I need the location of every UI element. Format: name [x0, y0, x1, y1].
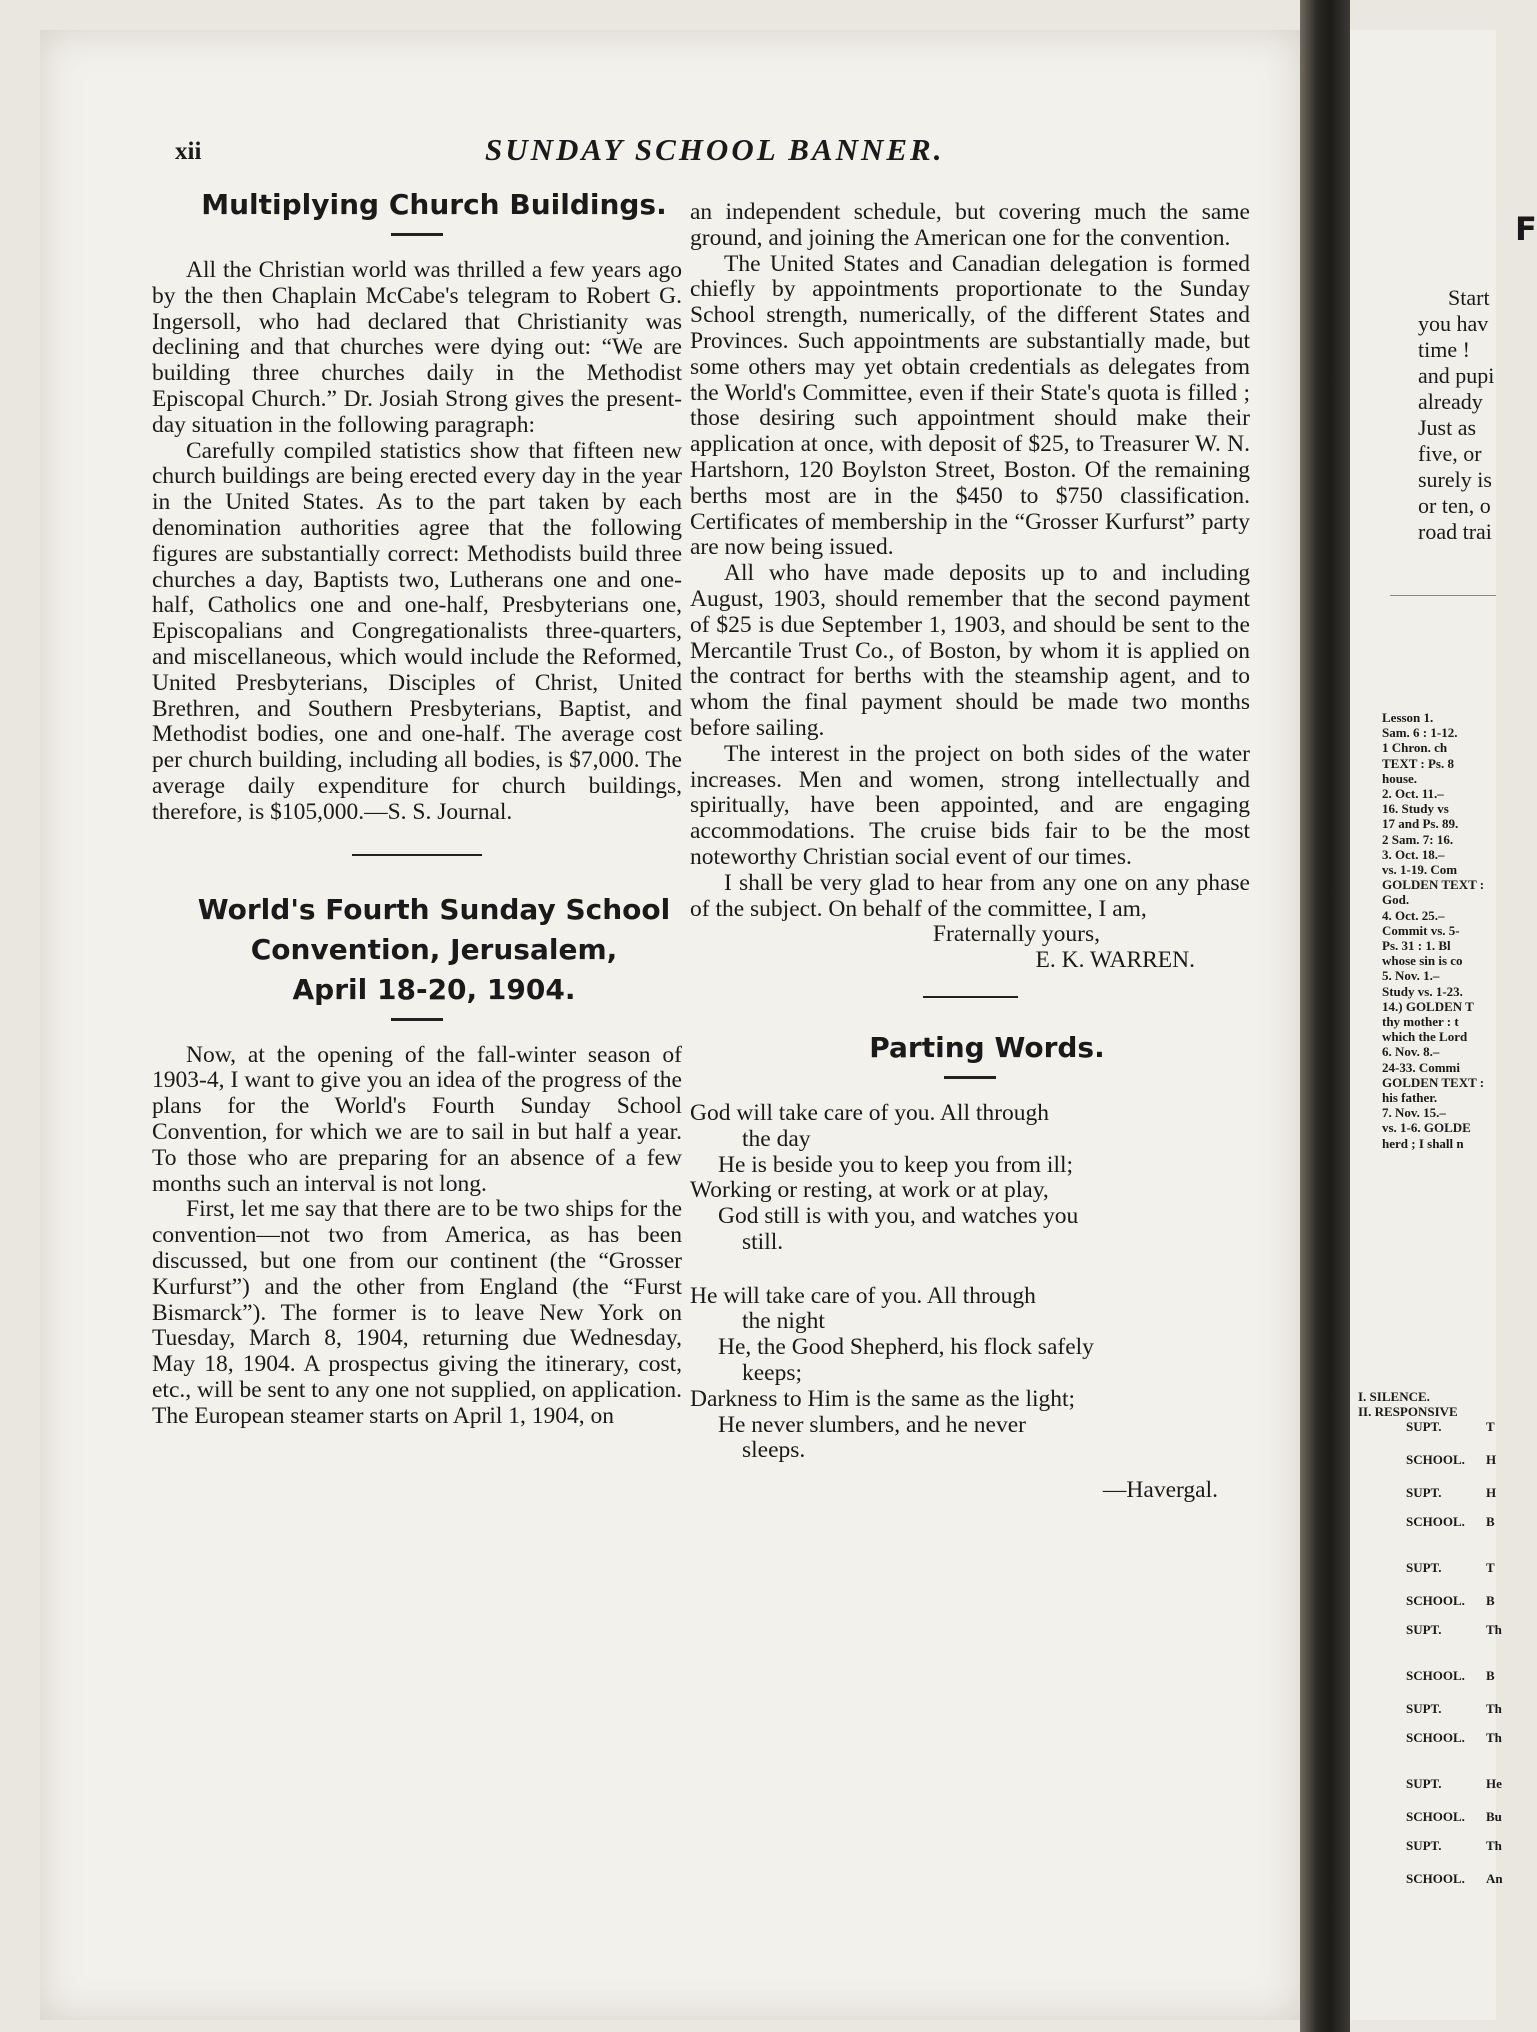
left-column: [152, 185, 682, 1429]
signature: E. K. WARREN.: [1035, 947, 1195, 974]
order-text: B: [1486, 1514, 1495, 1529]
facing-line: already: [1418, 389, 1483, 414]
lesson-line: his father.: [1382, 1090, 1438, 1106]
right-column: [690, 200, 1250, 1504]
poem-line: He, the Good Shepherd, his flock safely: [718, 1334, 1094, 1361]
facing-line: Just as: [1418, 415, 1477, 440]
facing-line: road trai: [1418, 519, 1492, 544]
lesson-line: Commit vs. 5-: [1382, 922, 1460, 938]
lesson-line: GOLDEN TEXT :: [1382, 1074, 1485, 1090]
poem-line: God still is with you, and watches you: [718, 1203, 1079, 1230]
lesson-line: GOLDEN TEXT :: [1382, 877, 1485, 893]
facing-line: you hav: [1418, 311, 1489, 336]
letter-closing: Fraternally yours,: [932, 921, 1100, 948]
lesson-line: whose sin is co: [1382, 953, 1463, 969]
order-row: [1358, 1702, 1503, 1717]
paragraph: I shall be very glad to hear from any one on any phase of the subject. On behalf of the committee, I am,: [690, 869, 1250, 922]
poem-line: keeps;: [742, 1360, 803, 1387]
order-speaker: SCHOOL.: [1406, 1668, 1465, 1683]
lesson-line: Study vs. 1-23.: [1382, 983, 1463, 999]
paragraph: Now, at the opening of the fall-winter season of 1903-4, I want to give you an idea of the progress of the plans for the World's Fourth Sunday School Convention, for which we are to sail in but half a year. To those who are preparing for an absence of a few months such an interval is not long.: [152, 1041, 682, 1197]
order-text: B: [1486, 1668, 1495, 1683]
lesson-line: 24-33. Commi: [1382, 1059, 1460, 1075]
order-text: Th: [1486, 1701, 1502, 1716]
order-text: B: [1486, 1593, 1495, 1608]
paragraph: First, let me say that there are to be two ships for the convention—not two from America, as has been discussed, but one from our continent (the “Grosser Kurfurst”) and the other from England (the “Furst Bismarck”). The former is to leave New York on Tuesday, March 8, 1904, returning due Wednesday, May 18, 1904. A prospectus giving the itinerary, cost, etc., will be sent to any one not supplied, on application. The European steamer starts on April 1, 1904, on: [152, 1196, 682, 1429]
order-row: [1358, 1594, 1503, 1609]
poem-line: Darkness to Him is the same as the light;: [690, 1385, 1076, 1412]
poem: [690, 1101, 1250, 1504]
lesson-line: Sam. 6 : 1-12.: [1382, 725, 1458, 741]
order-speaker: SCHOOL.: [1406, 1871, 1465, 1886]
order-text: He: [1486, 1776, 1502, 1791]
divider: [391, 233, 443, 236]
order-text: An: [1486, 1871, 1503, 1886]
poem-line: God will take care of you. All through: [690, 1099, 1049, 1126]
order-speaker: SCHOOL.: [1406, 1730, 1465, 1745]
poem-line: the night: [742, 1308, 825, 1335]
running-head: [175, 132, 1270, 172]
journal-title: SUNDAY SCHOOL BANNER.: [485, 132, 945, 167]
facing-heading: F: [1515, 210, 1537, 248]
order-heading: I. SILENCE.: [1358, 1389, 1430, 1404]
order-row: [1358, 1515, 1503, 1543]
book-gutter: [1300, 0, 1350, 2032]
order-row: [1358, 1669, 1503, 1684]
lesson-line: 14.) GOLDEN T: [1382, 998, 1474, 1014]
order-speaker: SCHOOL.: [1406, 1593, 1465, 1608]
section-divider: [352, 854, 482, 856]
lesson-line: Lesson 1.: [1382, 710, 1434, 725]
order-speaker: SUPT.: [1406, 1419, 1442, 1434]
lesson-line: 2. Oct. 11.–: [1382, 786, 1444, 802]
order-text: Th: [1486, 1622, 1502, 1637]
lesson-line: 16. Study vs: [1382, 801, 1449, 817]
poem-line: the day: [742, 1125, 811, 1152]
lesson-list: [1382, 710, 1484, 1151]
poem-line: sleeps.: [742, 1437, 806, 1464]
lesson-line: Ps. 31 : 1. Bl: [1382, 938, 1451, 954]
lesson-line: vs. 1-6. GOLDE: [1382, 1120, 1471, 1136]
article-title-line: Convention, Jerusalem,: [250, 932, 618, 966]
facing-line: or ten, o: [1418, 493, 1491, 518]
order-row: [1358, 1561, 1503, 1576]
divider: [944, 1076, 996, 1079]
order-speaker: SCHOOL.: [1406, 1514, 1465, 1529]
lesson-line: 3. Oct. 18.–: [1382, 846, 1445, 862]
poem-line: He will take care of you. All through: [690, 1282, 1036, 1309]
order-text: T: [1486, 1560, 1495, 1575]
order-speaker: SUPT.: [1406, 1838, 1442, 1853]
order-text: Th: [1486, 1730, 1502, 1745]
facing-line: surely is: [1418, 467, 1492, 492]
order-text: Bu: [1486, 1809, 1502, 1824]
order-speaker: SCHOOL.: [1406, 1809, 1465, 1824]
facing-line: Start: [1448, 285, 1490, 310]
order-speaker: SUPT.: [1406, 1485, 1442, 1500]
order-text: Th: [1486, 1838, 1502, 1853]
order-speaker: SUPT.: [1406, 1701, 1442, 1716]
lesson-line: which the Lord: [1382, 1029, 1468, 1045]
order-speaker: SUPT.: [1406, 1622, 1442, 1637]
order-heading: II. RESPONSIVE: [1358, 1404, 1458, 1419]
order-speaker: SUPT.: [1406, 1776, 1442, 1791]
paragraph-continuation: an independent schedule, but covering much the same ground, and joining the American one for the convention.: [690, 199, 1250, 251]
lesson-line: thy mother : t: [1382, 1014, 1459, 1030]
order-speaker: SCHOOL.: [1406, 1452, 1465, 1467]
paragraph: Carefully compiled statistics show that fifteen new church buildings are being erected every day in the year in the United States. As to the part taken by each denomination authorities agree that the following figures are substantially correct: Methodists build three churches a day, Baptists two, Lutherans one and one-half, Catholics one and one-half, Presbyterians one, Episcopalians and Congregationalists three-quarters, and miscellaneous, which would include the Reformed, United Presbyterians, Disciples of Christ, United Brethren, and Southern Presbyterians, Baptist, and Methodist bodies, one and one-half. The average cost per church building, including all bodies, is $7,000. The average daily expenditure for church buildings, therefore, is $105,000.—S. S. Journal.: [152, 437, 682, 825]
lesson-line: 17 and Ps. 89.: [1382, 816, 1459, 832]
poem-line: He is beside you to keep you from ill;: [718, 1151, 1074, 1178]
order-speaker: SUPT.: [1406, 1560, 1442, 1575]
order-text: T: [1486, 1419, 1495, 1434]
facing-line: time !: [1418, 337, 1470, 362]
poem-line: still.: [742, 1228, 784, 1255]
order-row: [1358, 1872, 1503, 1887]
lesson-line: 5. Nov. 1.–: [1382, 968, 1440, 984]
order-text: H: [1486, 1485, 1497, 1500]
order-row: [1358, 1453, 1503, 1468]
lesson-line: God.: [1382, 892, 1410, 908]
lesson-line: TEXT : Ps. 8: [1382, 755, 1454, 771]
facing-line: and pupi: [1418, 363, 1495, 388]
lesson-line: 7. Nov. 15.–: [1382, 1105, 1446, 1121]
paragraph: All who have made deposits up to and including August, 1903, should remember that the second payment of $25 is due September 1, 1903, and should be sent to the Mercantile Trust Co., of Boston, by whom it is applied on the contract for berths with the steamship agent, and to whom the final payment should be made two months before sailing.: [690, 560, 1250, 741]
facing-line: five, or: [1418, 441, 1482, 466]
section-divider: [923, 996, 1018, 998]
order-of-service: [1358, 1390, 1503, 1887]
article-title: Parting Words.: [869, 1030, 1105, 1064]
article-title: Multiplying Church Buildings.: [201, 188, 667, 221]
divider: [1390, 595, 1496, 596]
poem-line: Working or resting, at work or at play,: [690, 1177, 1049, 1204]
lesson-line: 1 Chron. ch: [1382, 740, 1448, 756]
order-row: [1358, 1777, 1503, 1792]
order-row: [1358, 1810, 1503, 1825]
lesson-line: 4. Oct. 25.–: [1382, 907, 1445, 923]
poem-line: He never slumbers, and he never: [718, 1411, 1026, 1438]
lesson-line: house.: [1382, 770, 1418, 786]
order-row: [1358, 1731, 1503, 1759]
order-row: [1358, 1623, 1503, 1651]
facing-page-fragment: [1350, 30, 1537, 2020]
lesson-line: vs. 1-19. Com: [1382, 862, 1458, 878]
order-row: [1358, 1839, 1503, 1854]
page-number: xii: [175, 138, 202, 165]
lesson-line: 2 Sam. 7: 16.: [1382, 831, 1454, 847]
article-title-line: World's Fourth Sunday School: [197, 892, 671, 926]
poem-attribution: —Havergal.: [1102, 1477, 1218, 1504]
lesson-line: herd ; I shall n: [1382, 1135, 1464, 1151]
facing-text: [1418, 285, 1494, 545]
paragraph: The United States and Canadian delegation is formed chiefly by appointments proportionate to the Sunday School strength, numerically, of the different States and Provinces. Such appointments are substantially made, but some others may yet obtain credentials as delegates from the World's Committee, even if their State's quota is filled ; those desiring such appointment should make their application at once, with deposit of $25, to Treasurer W. N. Hartshorn, 120 Boylston Street, Boston. Of the remaining berths most are in the $450 to $750 classification. Certificates of membership in the “Grosser Kurfurst” party are now being issued.: [690, 250, 1250, 561]
order-text: H: [1486, 1452, 1497, 1467]
order-row: [1358, 1420, 1503, 1435]
divider: [391, 1018, 443, 1021]
article-title-line: April 18-20, 1904.: [292, 972, 576, 1006]
paragraph: The interest in the project on both sides of the water increases. Men and women, strong intellectually and spiritually, have been appointed, and are engaging accommodations. The cruise bids fair to be the most noteworthy Christian social event of our times.: [690, 740, 1250, 870]
lesson-line: 6. Nov. 8.–: [1382, 1044, 1440, 1060]
paragraph: All the Christian world was thrilled a few years ago by the then Chaplain McCabe's telegram to Robert G. Ingersoll, who had declared that Christianity was declining and that churches were dying out: “We are building three churches daily in the Methodist Episcopal Church.” Dr. Josiah Strong gives the present-day situation in the following paragraph:: [152, 257, 682, 438]
order-row: [1358, 1486, 1503, 1501]
